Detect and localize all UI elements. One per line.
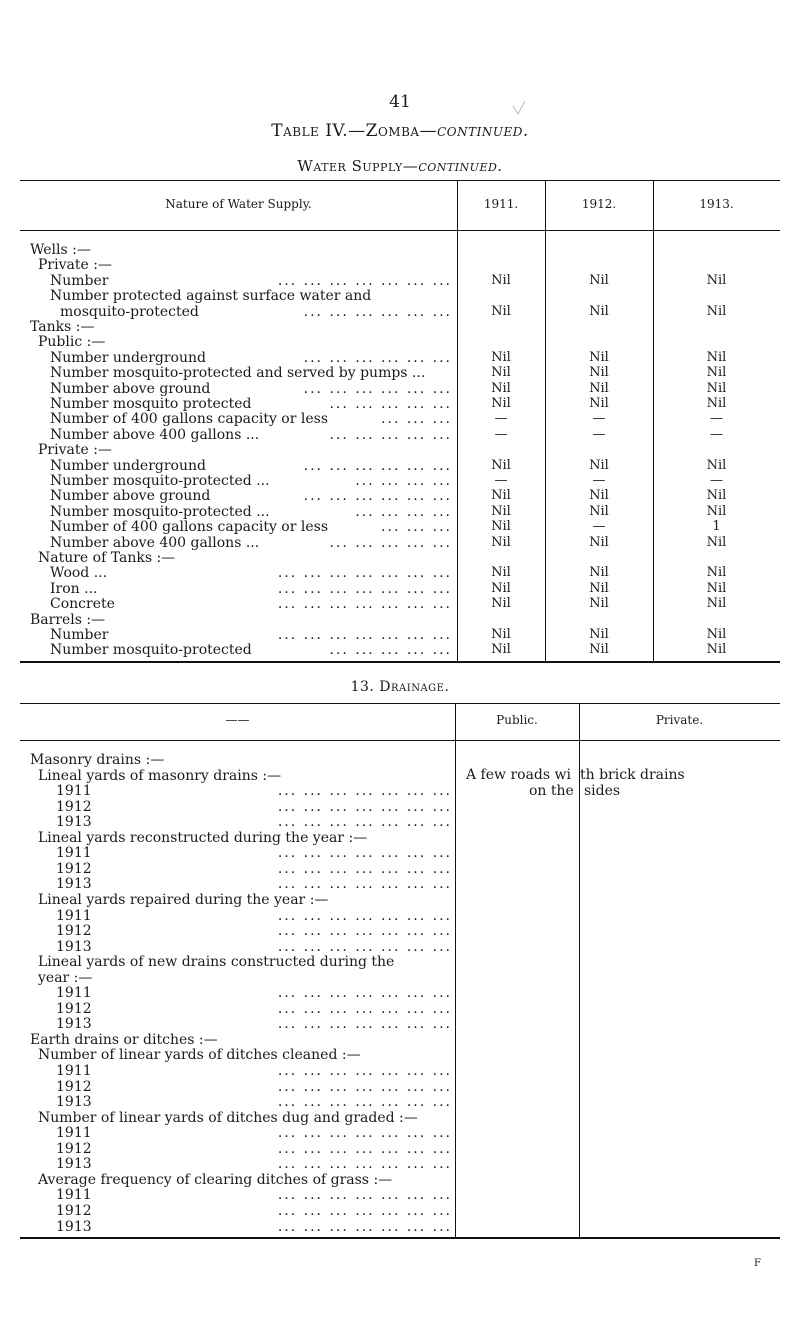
- table-row: [0, 1063, 800, 1079]
- table-header-rule: [20, 230, 780, 231]
- table-cell: Nil: [706, 627, 727, 642]
- table-cell: Nil: [491, 457, 511, 473]
- leader-dots: ... ... ... ... ... ... ...: [277, 1078, 452, 1095]
- row-label: Concrete: [50, 596, 115, 613]
- leader-dots: ... ... ... ... ... ... ...: [277, 814, 452, 831]
- table-cell: Nil: [491, 365, 511, 381]
- row-label: Public :—: [38, 334, 106, 351]
- table-row: [0, 1125, 800, 1141]
- table-cell: Nil: [706, 365, 727, 381]
- table-cell: Nil: [589, 457, 609, 473]
- row-label: Number: [50, 627, 109, 643]
- table-cell: —: [494, 411, 508, 427]
- table-cell: Nil: [706, 380, 727, 396]
- table-cell: —: [710, 473, 723, 488]
- leader-dots: ... ... ... ... ... ... ...: [277, 938, 452, 955]
- table-cell: Nil: [706, 534, 727, 550]
- table-cell: Nil: [589, 303, 609, 319]
- table-row: [0, 954, 800, 970]
- row-label: 1912: [56, 1202, 92, 1219]
- leader-dots: ... ... ... ... ... ... ...: [277, 1202, 452, 1219]
- row-label: 1912: [56, 860, 92, 877]
- table-cell: Nil: [589, 596, 609, 612]
- table-row: [0, 1001, 800, 1017]
- page-number: 41: [389, 92, 411, 112]
- table-row: [0, 876, 800, 892]
- row-label: Number mosquito-protected ...: [50, 503, 270, 520]
- note-line1-private: th brick drains: [580, 767, 685, 783]
- row-label: 1911: [56, 783, 92, 800]
- table-cell: Nil: [706, 596, 727, 612]
- leader-dots: ... ... ... ... ... ... ...: [277, 596, 452, 613]
- table-cell: Nil: [491, 519, 511, 535]
- table-row: [0, 519, 800, 535]
- leader-dots: ... ... ... ... ... ... ...: [277, 1094, 452, 1111]
- leader-dots: ... ... ... ... ... ... ...: [277, 860, 452, 877]
- table-row: [0, 923, 800, 939]
- leader-dots: ... ... ... ... ... ... ...: [277, 1156, 452, 1173]
- leader-dots: ... ... ... ... ... ... ...: [277, 1000, 452, 1017]
- table-row: [0, 814, 800, 830]
- table-row: [0, 350, 800, 366]
- leader-dots: ... ... ... ... ... ...: [303, 457, 452, 474]
- table-row: [0, 908, 800, 924]
- row-label: Number above 400 gallons ...: [50, 426, 260, 443]
- table-cell: Nil: [589, 488, 609, 504]
- table-cell: Nil: [491, 503, 511, 519]
- table-row: [0, 504, 800, 520]
- row-label: Number mosquito-protected ...: [50, 473, 270, 489]
- table-cell: —: [494, 473, 508, 488]
- table-cell: Nil: [491, 534, 511, 550]
- row-label: Number mosquito-protected: [50, 642, 252, 659]
- row-label: Barrels :—: [30, 611, 106, 628]
- row-label: Number mosquito-protected and served by pumps ...: [50, 365, 426, 382]
- table-row: [0, 242, 800, 258]
- row-label: Private :—: [38, 257, 112, 274]
- table-row: [0, 861, 800, 877]
- table-row: [0, 334, 800, 350]
- table-header-cell: 1913.: [699, 197, 734, 211]
- leader-dots: ... ... ... ... ... ... ...: [277, 907, 452, 924]
- table-cell: —: [592, 473, 606, 488]
- table-row: [0, 442, 800, 458]
- row-label: 1913: [56, 814, 92, 831]
- table-cell: Nil: [589, 396, 609, 411]
- row-label: Iron ...: [50, 580, 98, 597]
- table-cell: Nil: [589, 503, 609, 519]
- table-cell: Nil: [706, 396, 727, 411]
- table-cell: Nil: [589, 642, 609, 658]
- table-row: [0, 642, 800, 658]
- table-row: [0, 257, 800, 273]
- row-label: 1913: [56, 1016, 92, 1033]
- row-label: 1912: [56, 798, 92, 815]
- row-label: Nature of Tanks :—: [38, 550, 176, 566]
- row-label: 1911: [56, 1187, 92, 1204]
- footer-mark: F: [754, 1258, 761, 1269]
- row-label: Lineal yards reconstructed during the year :—: [38, 829, 368, 846]
- row-label: 1911: [56, 1125, 92, 1142]
- table-row: [0, 1203, 800, 1219]
- table-row: [0, 581, 800, 597]
- row-label: 1913: [56, 938, 92, 955]
- row-label: Earth drains or ditches :—: [30, 1031, 218, 1048]
- leader-dots: ... ... ... ... ... ... ...: [277, 272, 452, 289]
- leader-dots: ... ... ... ... ... ... ...: [277, 1125, 452, 1142]
- row-label: mosquito-protected: [60, 303, 199, 320]
- table-row: [0, 627, 800, 643]
- row-label: Number protected against surface water and: [50, 288, 372, 305]
- row-label: Number: [50, 272, 109, 289]
- leader-dots: ... ... ... ... ... ... ...: [277, 1218, 452, 1235]
- row-label: 1913: [56, 1094, 92, 1111]
- table-row: [0, 381, 800, 397]
- row-label: Tanks :—: [30, 319, 95, 335]
- leader-dots: ... ... ... ... ... ...: [303, 349, 452, 366]
- table-cell: Nil: [491, 565, 511, 581]
- row-label: 1911: [56, 845, 92, 862]
- table-cell: —: [494, 426, 508, 442]
- table-row: [0, 1172, 800, 1188]
- table-row: [0, 1047, 800, 1063]
- table-row: [0, 985, 800, 1001]
- table-header-cell: ——: [225, 713, 250, 727]
- leader-dots: ... ... ... ... ... ...: [303, 380, 452, 397]
- table-cell: Nil: [589, 627, 609, 642]
- table-cell: Nil: [491, 380, 511, 396]
- table-cell: Nil: [706, 503, 727, 519]
- table-cell: —: [592, 426, 606, 442]
- table-bottom-rule: [20, 661, 780, 663]
- table-cell: Nil: [706, 488, 727, 504]
- table-row: [0, 365, 800, 381]
- row-label: 1912: [56, 923, 92, 940]
- table-cell: Nil: [706, 580, 727, 596]
- leader-dots: ... ... ... ...: [355, 503, 452, 520]
- row-label: Number of linear yards of ditches cleaned :—: [38, 1047, 361, 1064]
- row-label: Masonry drains :—: [30, 752, 165, 768]
- table-cell: Nil: [491, 627, 511, 642]
- table-cell: —: [710, 411, 723, 427]
- note-line2-private: sides: [584, 783, 621, 799]
- table-cell: —: [592, 519, 606, 535]
- leader-dots: ... ... ... ... ... ...: [303, 488, 452, 505]
- table-title-prefix: Table IV.—Zomba—: [271, 121, 438, 141]
- row-label: 1911: [56, 907, 92, 924]
- row-label: Number underground: [50, 349, 206, 366]
- leader-dots: ... ... ... ... ...: [329, 396, 452, 412]
- leader-dots: ... ... ... ... ... ... ...: [277, 923, 452, 940]
- table-row: [0, 565, 800, 581]
- table-header-cell: Public.: [496, 713, 538, 727]
- table-row: [0, 458, 800, 474]
- table-cell: Nil: [491, 580, 511, 596]
- table-row: [0, 1156, 800, 1172]
- table-row: [0, 1187, 800, 1203]
- table-cell: Nil: [491, 396, 511, 411]
- note-line1-public: A few roads wi: [466, 767, 571, 783]
- drainage-title: 13. Drainage.: [350, 679, 450, 695]
- leader-dots: ... ... ... ... ... ... ...: [277, 565, 452, 582]
- table-cell: Nil: [706, 642, 727, 658]
- leader-dots: ... ... ... ... ... ... ...: [277, 627, 452, 643]
- table-row: [0, 752, 800, 768]
- table-cell: Nil: [491, 303, 511, 319]
- table-row: [0, 1079, 800, 1095]
- row-label: 1912: [56, 1078, 92, 1095]
- table-row: [0, 411, 800, 427]
- table-cell: Nil: [491, 349, 511, 365]
- table-row: [0, 304, 800, 320]
- row-label: Number underground: [50, 457, 206, 474]
- leader-dots: ... ... ... ... ... ...: [303, 303, 452, 320]
- table-row: [0, 892, 800, 908]
- table-row: [0, 783, 800, 799]
- table-header-rule: [20, 740, 780, 741]
- table-title: [0, 121, 800, 141]
- table-top-rule: [20, 703, 780, 704]
- leader-dots: ... ... ... ... ... ... ...: [277, 783, 452, 800]
- leader-dots: ... ... ... ... ... ... ...: [277, 798, 452, 815]
- row-label: 1913: [56, 1218, 92, 1235]
- leader-dots: ... ... ...: [381, 519, 452, 536]
- table-row: [0, 288, 800, 304]
- row-label: Number above ground: [50, 380, 211, 397]
- table-header-cell: Private.: [655, 713, 704, 727]
- leader-dots: ... ... ... ... ... ... ...: [277, 876, 452, 893]
- table-cell: Nil: [589, 272, 609, 288]
- table-cell: Nil: [491, 488, 511, 504]
- table-row: [0, 799, 800, 815]
- table-row: [0, 845, 800, 861]
- row-label: Number mosquito protected: [50, 396, 252, 412]
- table-row: [0, 319, 800, 335]
- row-label: 1913: [56, 876, 92, 893]
- leader-dots: ... ... ... ... ...: [329, 534, 452, 551]
- row-label: 1913: [56, 1156, 92, 1173]
- section-title: [0, 157, 800, 175]
- leader-dots: ... ... ...: [381, 411, 452, 428]
- table-cell: Nil: [491, 272, 511, 288]
- table-row: [0, 1219, 800, 1235]
- table-row: [0, 939, 800, 955]
- table-row: [0, 273, 800, 289]
- table-row: [0, 396, 800, 412]
- table-header-cell: 1912.: [581, 197, 617, 211]
- table-cell: Nil: [589, 534, 609, 550]
- table-header-cell: 1911.: [483, 197, 519, 211]
- row-label: 1911: [56, 1063, 92, 1079]
- table-cell: —: [710, 426, 723, 442]
- row-label: 1912: [56, 1140, 92, 1157]
- leader-dots: ... ... ... ... ...: [329, 426, 452, 443]
- table-cell: 1: [712, 519, 721, 535]
- row-label: 1912: [56, 1000, 92, 1017]
- row-label: Number above 400 gallons ...: [50, 534, 260, 551]
- leader-dots: ... ... ... ... ... ... ...: [277, 1140, 452, 1157]
- section-title-prefix: Water Supply—: [297, 157, 419, 175]
- leader-dots: ... ... ... ... ... ... ...: [277, 580, 452, 597]
- pencil-tick-mark: [512, 100, 526, 116]
- table-cell: Nil: [589, 349, 609, 365]
- table-top-rule: [20, 180, 780, 181]
- note-line2-public: on the: [529, 783, 574, 799]
- table-cell: Nil: [589, 380, 609, 396]
- table-row: [0, 535, 800, 551]
- leader-dots: ... ... ... ... ... ... ...: [277, 1016, 452, 1033]
- table-row: [0, 612, 800, 628]
- row-label: Lineal yards of masonry drains :—: [38, 767, 282, 784]
- row-label: Number above ground: [50, 488, 211, 505]
- table-row: [0, 550, 800, 566]
- row-label: 1911: [56, 985, 92, 1002]
- table-row: [0, 1110, 800, 1126]
- row-label: Number of 400 gallons capacity or less: [50, 519, 329, 536]
- table-row: [0, 596, 800, 612]
- table-cell: Nil: [491, 596, 511, 612]
- leader-dots: ... ... ... ... ... ... ...: [277, 985, 452, 1002]
- table-cell: —: [592, 411, 606, 427]
- row-label: Lineal yards repaired during the year :—: [38, 891, 329, 908]
- table-cell: Nil: [706, 457, 727, 473]
- table-row: [0, 427, 800, 443]
- row-label: Average frequency of clearing ditches of grass :—: [38, 1171, 393, 1188]
- row-label: Number of 400 gallons capacity or less: [50, 411, 329, 428]
- leader-dots: ... ... ... ... ... ... ...: [277, 1187, 452, 1204]
- table-cell: Nil: [491, 642, 511, 658]
- table-cell: Nil: [589, 580, 609, 596]
- row-label: year :—: [38, 969, 93, 986]
- table-header-cell: Nature of Water Supply.: [165, 197, 312, 211]
- leader-dots: ... ... ... ...: [355, 473, 452, 489]
- table-row: [0, 1032, 800, 1048]
- table-cell: Nil: [589, 365, 609, 381]
- table-row: [0, 1094, 800, 1110]
- row-label: Wood ...: [50, 565, 108, 582]
- table-cell: Nil: [589, 565, 609, 581]
- table-row: [0, 1141, 800, 1157]
- table-row: [0, 830, 800, 846]
- leader-dots: ... ... ... ... ... ... ...: [277, 1063, 452, 1079]
- leader-dots: ... ... ... ... ...: [329, 642, 452, 659]
- table-bottom-rule: [20, 1237, 780, 1239]
- row-label: Wells :—: [30, 242, 91, 258]
- table-row: [0, 473, 800, 489]
- table-cell: Nil: [706, 303, 727, 319]
- table-cell: Nil: [706, 272, 727, 288]
- leader-dots: ... ... ... ... ... ... ...: [277, 845, 452, 862]
- table-row: [0, 1016, 800, 1032]
- table-cell: Nil: [706, 565, 727, 581]
- row-label: Number of linear yards of ditches dug and graded :—: [38, 1109, 418, 1126]
- table-title-suffix: continued.: [437, 121, 529, 141]
- row-label: Lineal yards of new drains constructed during the: [38, 954, 395, 971]
- table-row: [0, 970, 800, 986]
- table-row: [0, 768, 800, 784]
- section-title-suffix: continued.: [418, 157, 503, 175]
- table-row: [0, 488, 800, 504]
- table-cell: Nil: [706, 349, 727, 365]
- row-label: Private :—: [38, 442, 112, 459]
